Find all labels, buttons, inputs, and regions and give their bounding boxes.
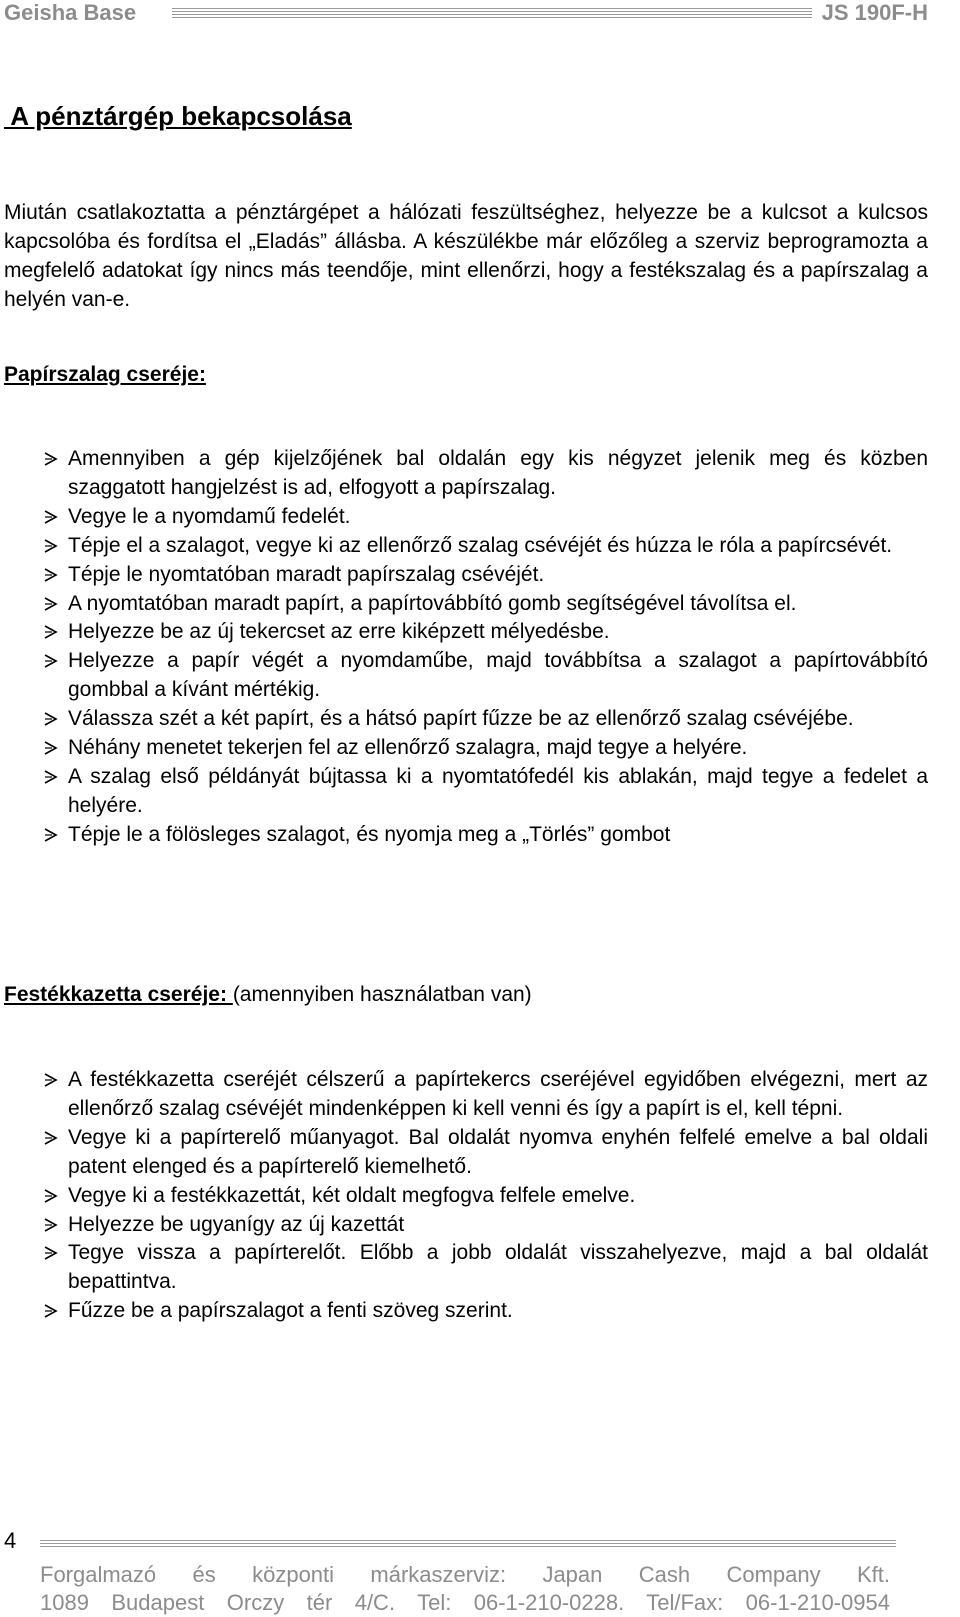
- page-number: 4: [4, 1528, 17, 1553]
- intro-paragraph: Miután csatlakoztatta a pénztárgépet a hálózati feszültséghez, helyezze be a kulcsot a kulcsos kapcsolóba és fordítsa el „Eladás” állásba. A készülékbe már előzőleg a szerviz beprogramozta a megfelelő adatokat így nincs más teendője, mint ellenőrzi, hogy a festékszalag és a papírszalag a helyén van-e.: [4, 201, 928, 311]
- list-item: [0, 1239, 928, 1297]
- arrow-bullet-icon: [44, 1189, 58, 1203]
- list-item: [0, 532, 928, 561]
- footer-company-line: Forgalmazó és központi márkaszerviz: Japan Cash Company Kft.: [40, 1562, 890, 1587]
- paper-steps-list: [0, 445, 928, 850]
- list-item-text: Vegye ki a festékkazettát, két oldalt megfogva felfele emelve.: [68, 1183, 636, 1207]
- list-item: [0, 1297, 928, 1326]
- list-item-text: Helyezze be az új tekercset az erre kiképzett mélyedésbe.: [68, 620, 610, 644]
- ink-steps-list: [0, 1066, 928, 1326]
- list-item-text: A szalag első példányát bújtassa ki a nyomtatófedél kis ablakán, majd tegye a fedelet a helyére.: [68, 764, 928, 817]
- arrow-bullet-icon: [44, 654, 58, 668]
- list-item: [0, 561, 928, 590]
- list-item-text: Válassza szét a két papírt, és a hátsó papírt fűzze be az ellenőrző szalag csévéjébe.: [68, 707, 854, 731]
- list-item: [0, 734, 928, 763]
- arrow-bullet-icon: [44, 539, 58, 553]
- ink-section-heading-note: (amennyiben használatban van): [232, 983, 532, 1006]
- arrow-bullet-icon: [44, 568, 58, 582]
- list-item-text: Amennyiben a gép kijelzőjének bal oldalán egy kis négyzet jelenik meg és közben szaggatott hangjelzést is ad, elfogyott a papírszalag.: [68, 447, 928, 499]
- arrow-bullet-icon: [44, 1218, 58, 1232]
- arrow-bullet-icon: [44, 712, 58, 726]
- paper-section-heading-text: Papírszalag cseréje:: [4, 363, 206, 386]
- ink-section-heading-text: Festékkazetta cseréje:: [4, 983, 233, 1006]
- header-right-text: JS 190F-H: [821, 0, 928, 25]
- footer-rule: [40, 1540, 896, 1549]
- list-item: [0, 1182, 928, 1211]
- list-item-text: Vegye ki a papírterelő műanyagot. Bal oldalát nyomva enyhén felfelé emelve a bal oldali patent elenged és a papírterelő kiemelhető.: [68, 1125, 928, 1178]
- arrow-bullet-icon: [44, 1246, 58, 1260]
- footer-address-line: 1089 Budapest Orczy tér 4/C. Tel: 06-1-210-0228. Tel/Fax: 06-1-210-0954: [40, 1590, 890, 1615]
- header-rule: [172, 8, 812, 18]
- arrow-bullet-icon: [44, 770, 58, 784]
- arrow-bullet-icon: [44, 597, 58, 611]
- list-item: [0, 1211, 928, 1240]
- list-item: [0, 590, 928, 619]
- page-header: [0, 0, 960, 26]
- header-left-text: Geisha Base: [4, 0, 137, 25]
- list-item-text: Fűzze be a papírszalagot a fenti szöveg szerint.: [68, 1299, 513, 1323]
- arrow-bullet-icon: [44, 1073, 58, 1087]
- page-title: A pénztárgép bekapcsolása: [4, 101, 352, 131]
- arrow-bullet-icon: [44, 828, 58, 842]
- list-item-text: Tegye vissza a papírterelőt. Előbb a jobb oldalát visszahelyezve, majd a bal oldalát bepattintva.: [68, 1241, 928, 1294]
- list-item-text: Helyezze be ugyanígy az új kazettát: [68, 1212, 405, 1236]
- list-item: [0, 503, 928, 532]
- arrow-bullet-icon: [44, 1131, 58, 1145]
- arrow-bullet-icon: [44, 452, 58, 466]
- arrow-bullet-icon: [44, 741, 58, 755]
- list-item-text: Helyezze a papír végét a nyomdaműbe, majd továbbítsa a szalagot a papírtovábbító gombbal a kívánt mértékig.: [68, 649, 928, 702]
- list-item: [0, 705, 928, 734]
- list-item: [0, 445, 928, 503]
- list-item: [0, 763, 928, 821]
- arrow-bullet-icon: [44, 510, 58, 524]
- list-item-text: A festékkazetta cseréjét célszerű a papírtekercs cseréjével egyidőben elvégezni, mert az ellenőrző szalag csévéjét mindenképpen ki kell venni és így a papírt is el, kell tépni.: [68, 1068, 928, 1120]
- list-item: [0, 821, 928, 850]
- paper-section-heading: [4, 360, 206, 389]
- list-item-text: Tépje el a szalagot, vegye ki az ellenőrző szalag csévéjét és húzza le róla a papírcsévét.: [68, 533, 893, 557]
- list-item-text: A nyomtatóban maradt papírt, a papírtovábbító gomb segítségével távolítsa el.: [68, 591, 797, 615]
- list-item: [0, 618, 928, 647]
- ink-section-heading: [4, 980, 532, 1009]
- list-item-text: Tépje le nyomtatóban maradt papírszalag csévéjét.: [68, 562, 545, 586]
- arrow-bullet-icon: [44, 625, 58, 639]
- arrow-bullet-icon: [44, 1304, 58, 1318]
- list-item: [0, 1124, 928, 1182]
- list-item: [0, 647, 928, 705]
- list-item: [0, 1066, 928, 1124]
- list-item-text: Tépje le a fölösleges szalagot, és nyomja meg a „Törlés” gombot: [68, 822, 671, 846]
- list-item-text: Néhány menetet tekerjen fel az ellenőrző szalagra, majd tegye a helyére.: [68, 736, 748, 760]
- list-item-text: Vegye le a nyomdamű fedelét.: [68, 504, 351, 528]
